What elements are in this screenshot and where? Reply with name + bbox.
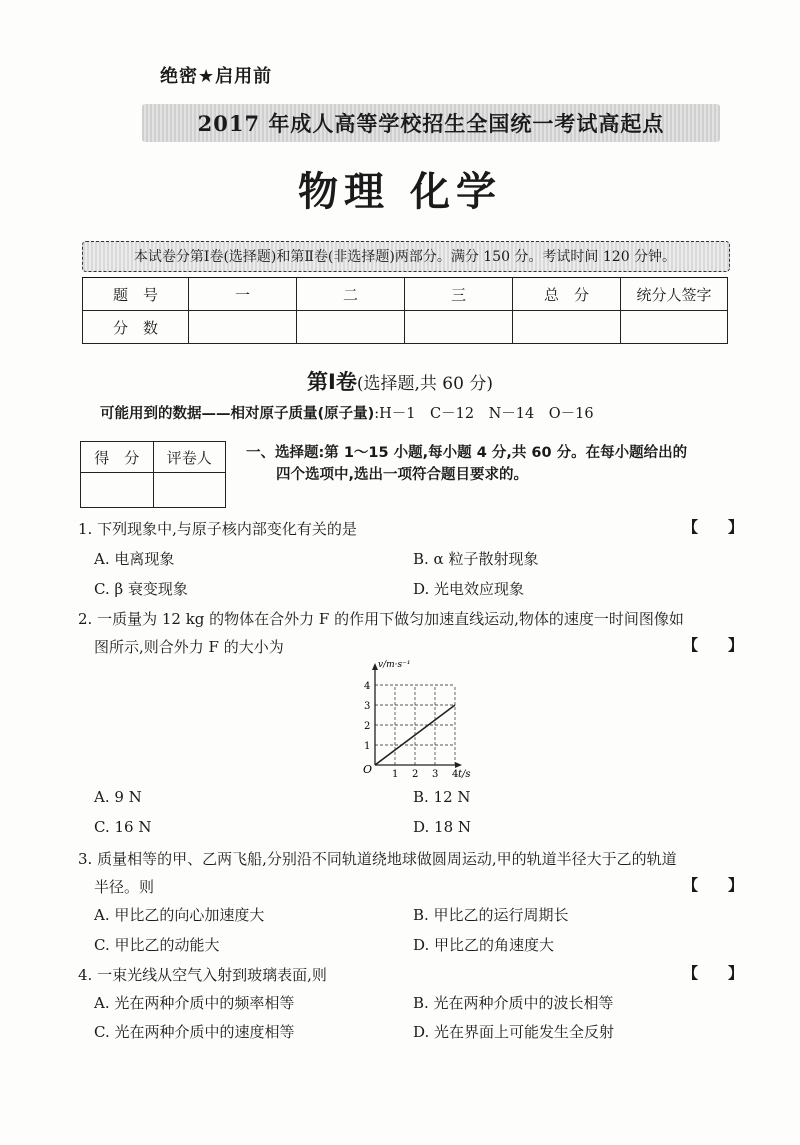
confidential-label: 绝密★启用前 <box>160 66 273 87</box>
y-tick-label: 3 <box>364 701 371 712</box>
score-cell: 分 数 <box>83 311 189 344</box>
score-cell: 一 <box>189 278 297 311</box>
score-table <box>82 277 728 344</box>
q3-option-c: C. 甲比乙的动能大 <box>94 936 220 954</box>
q2-option-b: B. 12 N <box>413 788 471 806</box>
x-tick-label: 3 <box>432 769 439 780</box>
answer-bracket[interactable]: 【 】 <box>683 518 744 536</box>
y-axis-label: v/m·s⁻¹ <box>378 660 411 670</box>
graph-grid <box>375 685 455 765</box>
q4-option-d: D. 光在界面上可能发生全反射 <box>413 1023 615 1041</box>
grader-table <box>80 441 226 508</box>
y-tick-label: 1 <box>364 741 371 752</box>
section-instructions <box>246 442 736 486</box>
q1-option-c: C. β 衰变现象 <box>94 580 188 598</box>
atomic-mass-label: 可能用到的数据——相对原子质量(原子量) <box>100 406 375 422</box>
score-cell: 三 <box>405 278 513 311</box>
instructions-line: 四个选项中,选出一项符合题目要求的。 <box>276 467 529 483</box>
score-input-cell[interactable] <box>297 311 405 344</box>
score-table-header-row <box>83 278 728 311</box>
grader-score-cell[interactable] <box>81 473 154 508</box>
q4-option-a: A. 光在两种介质中的频率相等 <box>94 994 295 1012</box>
x-axis-label: t/s <box>458 769 471 780</box>
score-input-cell[interactable] <box>621 311 728 344</box>
score-input-cell[interactable] <box>189 311 297 344</box>
x-tick-label: 4 <box>452 769 459 780</box>
answer-bracket[interactable]: 【 】 <box>683 876 744 894</box>
q1-option-a: A. 电离现象 <box>94 550 175 568</box>
question-1-stem: 1. 下列现象中,与原子核内部变化有关的是 <box>78 520 357 538</box>
instructions-line: 一、选择题:第 1～15 小题,每小题 4 分,共 60 分。在每小题给出的 <box>246 445 688 461</box>
q3-option-d: D. 甲比乙的角速度大 <box>413 936 555 954</box>
q3-option-b: B. 甲比乙的运行周期长 <box>413 906 569 924</box>
q3-option-a: A. 甲比乙的向心加速度大 <box>94 906 265 924</box>
origin-label: O <box>363 763 373 776</box>
score-table-value-row <box>83 311 728 344</box>
q2-option-c: C. 16 N <box>94 818 152 836</box>
x-tick-label: 1 <box>392 769 399 780</box>
score-cell: 二 <box>297 278 405 311</box>
question-3-stem: 3. 质量相等的甲、乙两飞船,分别沿不同轨道绕地球做圆周运动,甲的轨道半径大于乙的轨道 <box>78 850 677 868</box>
score-cell: 统分人签字 <box>621 278 728 311</box>
x-axis-arrow <box>455 762 462 768</box>
answer-bracket[interactable]: 【 】 <box>683 964 744 982</box>
grader-name-header: 评卷人 <box>153 442 226 473</box>
q4-option-c: C. 光在两种介质中的速度相等 <box>94 1023 295 1041</box>
atomic-mass-values: :H－1 C－12 N－14 O－16 <box>374 406 594 422</box>
notice-text: 本试卷分第Ⅰ卷(选择题)和第Ⅱ卷(非选择题)两部分。满分 150 分。考试时间 120 分钟。 <box>133 249 677 265</box>
q2-option-d: D. 18 N <box>413 818 472 836</box>
answer-bracket[interactable]: 【 】 <box>683 636 744 654</box>
part-name: 第Ⅰ卷 <box>307 370 357 394</box>
score-cell: 总 分 <box>513 278 621 311</box>
score-input-cell[interactable] <box>513 311 621 344</box>
q1-option-b: B. α 粒子散射现象 <box>413 550 539 568</box>
atomic-mass-line <box>100 402 594 423</box>
score-input-cell[interactable] <box>405 311 513 344</box>
question-4-stem: 4. 一束光线从空气入射到玻璃表面,则 <box>78 966 327 984</box>
subject-title: 物理 化学 <box>298 169 502 215</box>
grader-name-cell[interactable] <box>153 473 226 508</box>
q2-option-a: A. 9 N <box>94 788 142 806</box>
q4-option-b: B. 光在两种介质中的波长相等 <box>413 994 614 1012</box>
grader-score-header: 得 分 <box>81 442 154 473</box>
part-title <box>0 366 800 396</box>
question-2-stem: 2. 一质量为 12 kg 的物体在合外力 F 的作用下做匀加速直线运动,物体的速度一时间图像如 <box>78 610 684 628</box>
question-2-stem-cont: 图所示,则合外力 F 的大小为 <box>94 638 284 656</box>
x-tick-label: 2 <box>412 769 419 780</box>
velocity-time-graph <box>350 655 480 780</box>
y-tick-label: 4 <box>364 681 371 692</box>
y-tick-label: 2 <box>364 721 371 732</box>
question-3-stem-cont: 半径。则 <box>94 878 155 896</box>
part-subtitle: (选择题,共 60 分) <box>356 374 493 394</box>
score-cell: 题 号 <box>83 278 189 311</box>
exam-title: 2017 年成人高等学校招生全国统一考试高起点 <box>197 111 665 136</box>
q1-option-d: D. 光电效应现象 <box>413 580 525 598</box>
